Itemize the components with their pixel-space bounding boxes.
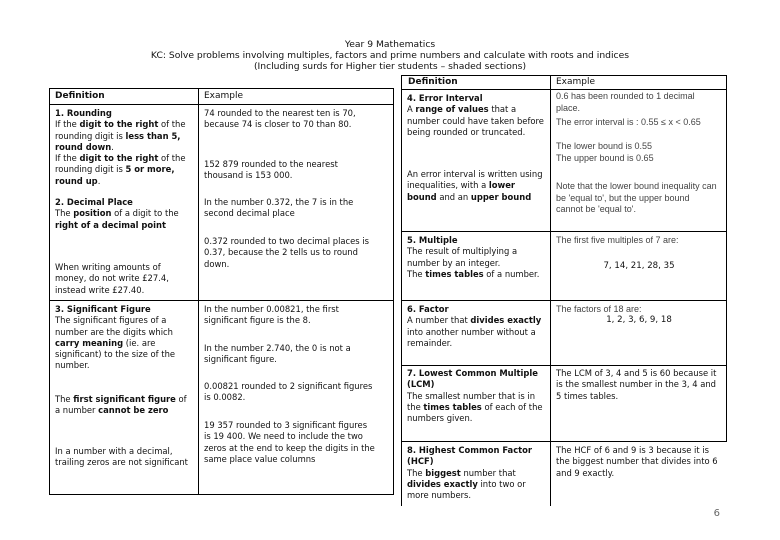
sig-fig-example-2: In the number 2.740, the 0 is not a significant figure. (204, 343, 351, 365)
error-interval-title: 4. Error Interval (407, 93, 483, 103)
shaded-note: (Including surds for Higher tier students – shaded sections) (253, 61, 527, 72)
sig-fig-example-4: 19 357 rounded to 3 significant figures is 19 400. We need to include the two zeros at the end to keep the digits in the same place value columns (204, 420, 375, 464)
left-col-example: Example (204, 91, 244, 101)
lcm-definition: 7. Lowest Common Multiple (LCM) The smallest number that is in the times tables of each of the numbers given. (407, 368, 543, 424)
money-note: When writing amounts of money, do not write £27.4, instead write £27.40. (55, 262, 169, 295)
lcm-example: The LCM of 3, 4 and 5 is 60 because it is the smallest number in the 3, 4 and 5 times tables. (556, 368, 717, 401)
hcf-example: The HCF of 6 and 9 is 3 because it is the biggest number that divides into 6 and 9 exactly. (556, 445, 718, 478)
sig-fig-title: 3. Significant Figure (55, 304, 151, 314)
key-concept: KC: Solve problems involving multiples, factors and prime numbers and calculate with roots and indices (150, 50, 630, 61)
decimal-place-example-1: In the number 0.372, the 7 is in the second decimal place (204, 197, 354, 219)
page-number: 6 (713, 508, 720, 519)
error-interval-definition: 4. Error Interval A range of values that a number could have taken before being rounded or truncated. (407, 93, 544, 137)
hcf-title: 8. Highest Common Factor (HCF) (407, 445, 533, 467)
error-interval-example-1: 0.6 has been rounded to 1 decimal place. (556, 91, 695, 113)
error-interval-note: Note that the lower bound inequality can be 'equal to', but the upper bound cannot be 'equal to'. (556, 181, 717, 214)
decimal-place-example-2: 0.372 rounded to two decimal places is 0.37, because the 2 tells us to round down. (204, 236, 370, 269)
sig-fig-first-rule: The first significant figure of a number cannot be zero (55, 394, 187, 416)
multiple-title: 5. Multiple (407, 235, 458, 245)
factor-definition: 6. Factor A number that divides exactly into another number without a remainder. (407, 304, 542, 348)
lcm-title: 7. Lowest Common Multiple (LCM) (407, 368, 538, 390)
multiple-example-2: 7, 14, 21, 28, 35 (603, 261, 675, 271)
right-col-example: Example (556, 77, 596, 87)
decimal-place-title: 2. Decimal Place (55, 197, 133, 207)
multiple-example-1: The first five multiples of 7 are: (556, 235, 679, 245)
multiple-definition: 5. Multiple The result of multiplying a number by an integer. The times tables of a number. (407, 235, 540, 279)
sig-fig-example-3: 0.00821 rounded to 2 significant figures is 0.0082. (204, 381, 373, 403)
right-col-definition: Definition (408, 77, 458, 87)
rounding-example-2: 152 879 rounded to the nearest thousand is 153 000. (204, 159, 338, 181)
left-col-definition: Definition (55, 91, 105, 101)
decimal-place-definition: 2. Decimal Place The position of a digit to the right of a decimal point (55, 197, 179, 230)
rounding-definition: 1. Rounding If the digit to the right of the rounding digit is less than 5, round down. If the digit to the right of the rounding digit is 5 or more, round up. (55, 108, 186, 186)
error-interval-upper-bound: The upper bound is 0.65 (556, 153, 654, 163)
factor-example-2: 1, 2, 3, 6, 9, 18 (606, 315, 672, 325)
sig-fig-trailing-zeros: In a number with a decimal, trailing zeros are not significant (55, 446, 188, 468)
factor-example-1: The factors of 18 are: (556, 304, 642, 314)
rounding-title: 1. Rounding (55, 108, 112, 118)
sig-fig-example-1: In the number 0.00821, the first significant figure is the 8. (204, 304, 339, 326)
rounding-example-1: 74 rounded to the nearest ten is 70, because 74 is closer to 70 than 80. (204, 108, 356, 130)
error-interval-notation: An error interval is written using inequalities, with a lower bound and an upper bound (407, 169, 543, 202)
hcf-definition: 8. Highest Common Factor (HCF) The biggest number that divides exactly into two or more numbers. (407, 445, 533, 501)
factor-title: 6. Factor (407, 304, 449, 314)
error-interval-lower-bound: The lower bound is 0.55 (556, 141, 653, 151)
sig-fig-definition: 3. Significant Figure The significant figures of a number are the digits which carry meaning (ie. are significant) to the size of the number. (55, 304, 176, 371)
error-interval-example-2: The error interval is : 0.55 ≤ x < 0.65 (556, 117, 701, 127)
page-title: Year 9 Mathematics (344, 39, 436, 50)
